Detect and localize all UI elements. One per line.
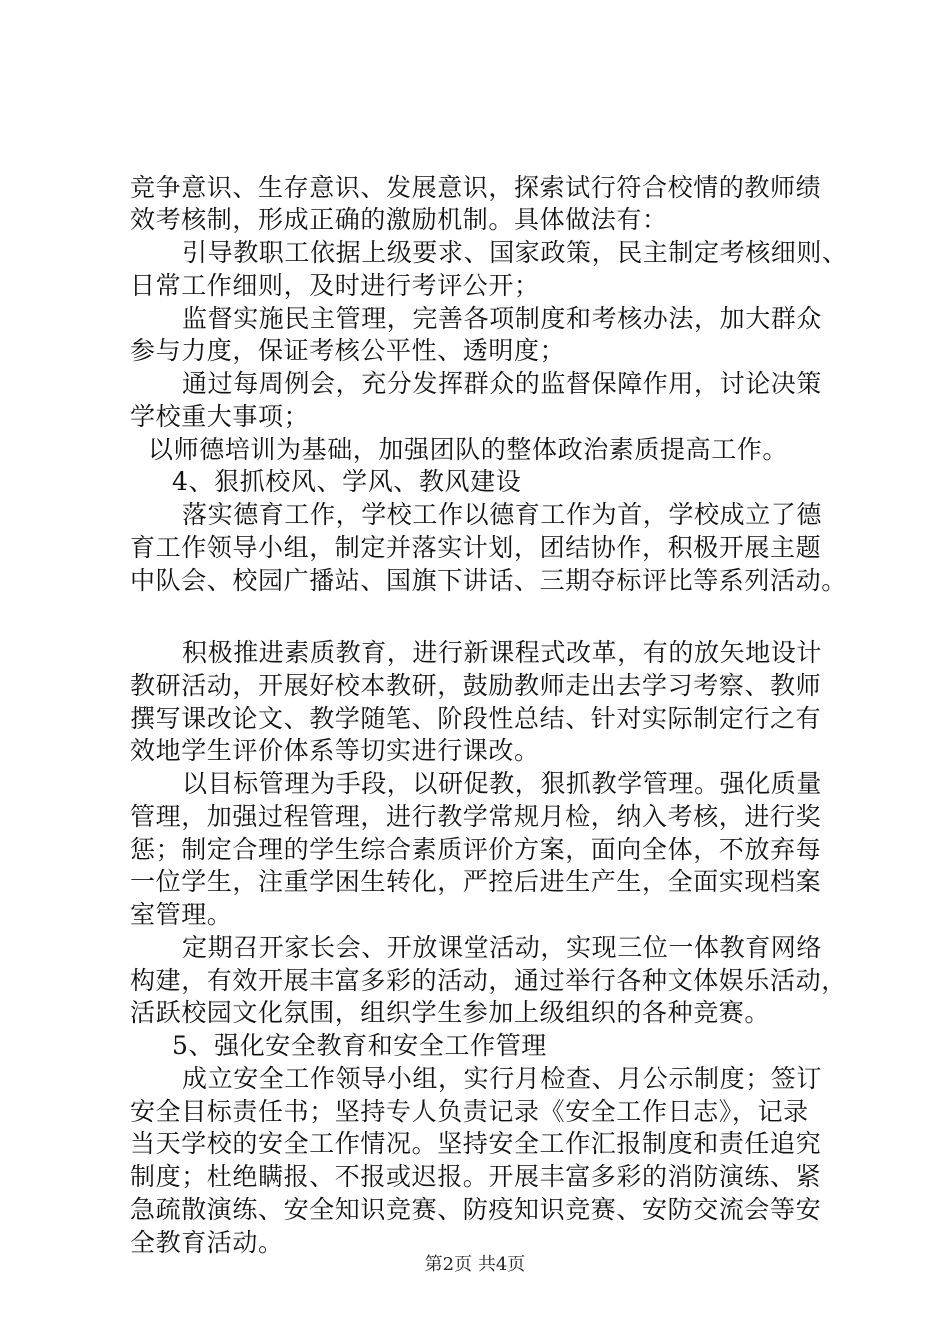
text-line: 成立安全工作领导小组，实行月检查、月公示制度；签订: [182, 1064, 823, 1093]
text-line: 定期召开家长会、开放课堂活动，实现三位一体教育网络: [182, 933, 823, 962]
text-line: 惩；制定合理的学生综合素质评价方案，面向全体，不放弃每: [130, 835, 822, 864]
text-line: 中队会、校园广播站、国旗下讲话、三期夺标评比等系列活动。: [130, 566, 847, 595]
text-line: 教研活动，开展好校本教研，鼓励教师走出去学习考察、教师: [130, 671, 822, 700]
text-line: 撰写课改论文、教学随笔、阶段性总结、针对实际制定行之有: [130, 704, 822, 733]
text-line: 落实德育工作，学校工作以德育工作为首，学校成立了德: [182, 500, 823, 529]
text-line: 以师德培训为基础，加强团队的整体政治素质提高工作。: [148, 435, 789, 464]
text-line: 以目标管理为手段，以研促教，狠抓教学管理。强化质量: [182, 769, 823, 798]
text-line: 监督实施民主管理，完善各项制度和考核办法，加大群众: [182, 304, 823, 333]
text-line: 通过每周例会，充分发挥群众的监督保障作用，讨论决策: [182, 369, 823, 398]
text-line: 制度；杜绝瞒报、不报或迟报。开展丰富多彩的消防演练、紧: [130, 1162, 822, 1191]
text-line: 引导教职工依据上级要求、国家政策，民主制定考核细则、: [182, 238, 848, 267]
text-line: 学校重大事项；: [130, 402, 310, 431]
text-line: 活跃校园文化氛围，组织学生参加上级组织的各种竞赛。: [130, 998, 771, 1027]
text-line: 安全目标责任书；坚持专人负责记录《安全工作日志》，记录: [130, 1097, 809, 1126]
text-line: 一位学生，注重学困生转化，严控后进生产生，全面实现档案: [130, 867, 822, 896]
section-heading: 5、强化安全教育和安全工作管理: [172, 1031, 547, 1060]
text-line: 室管理。: [130, 900, 233, 929]
text-line: 育工作领导小组，制定并落实计划，团结协作，积极开展主题: [130, 533, 822, 562]
section-heading: 4、狠抓校风、学风、教风建设: [172, 467, 522, 496]
text-line: 参与力度，保证考核公平性、透明度；: [130, 336, 566, 365]
text-line: 当天学校的安全工作情况。坚持安全工作汇报制度和责任追究: [130, 1129, 822, 1158]
text-line: 积极推进素质教育，进行新课程式改革，有的放矢地设计: [182, 638, 823, 667]
page-number: 第2页 共4页: [424, 1254, 526, 1275]
text-line: 急疏散演练、安全知识竞赛、防疫知识竞赛、安防交流会等安: [130, 1195, 822, 1224]
text-line: 构建，有效开展丰富多彩的活动，通过举行各种文体娱乐活动，: [130, 966, 847, 995]
text-line: 管理，加强过程管理，进行教学常规月检，纳入考核，进行奖: [130, 802, 822, 831]
text-line: 效地学生评价体系等切实进行课改。: [130, 736, 540, 765]
text-line: 效考核制，形成正确的激励机制。具体做法有：: [130, 205, 668, 234]
text-line: 全教育活动。: [130, 1228, 284, 1257]
text-line: 日常工作细则，及时进行考评公开；: [130, 271, 540, 300]
text-line: 竞争意识、生存意识、发展意识，探索试行符合校情的教师绩: [130, 173, 822, 202]
